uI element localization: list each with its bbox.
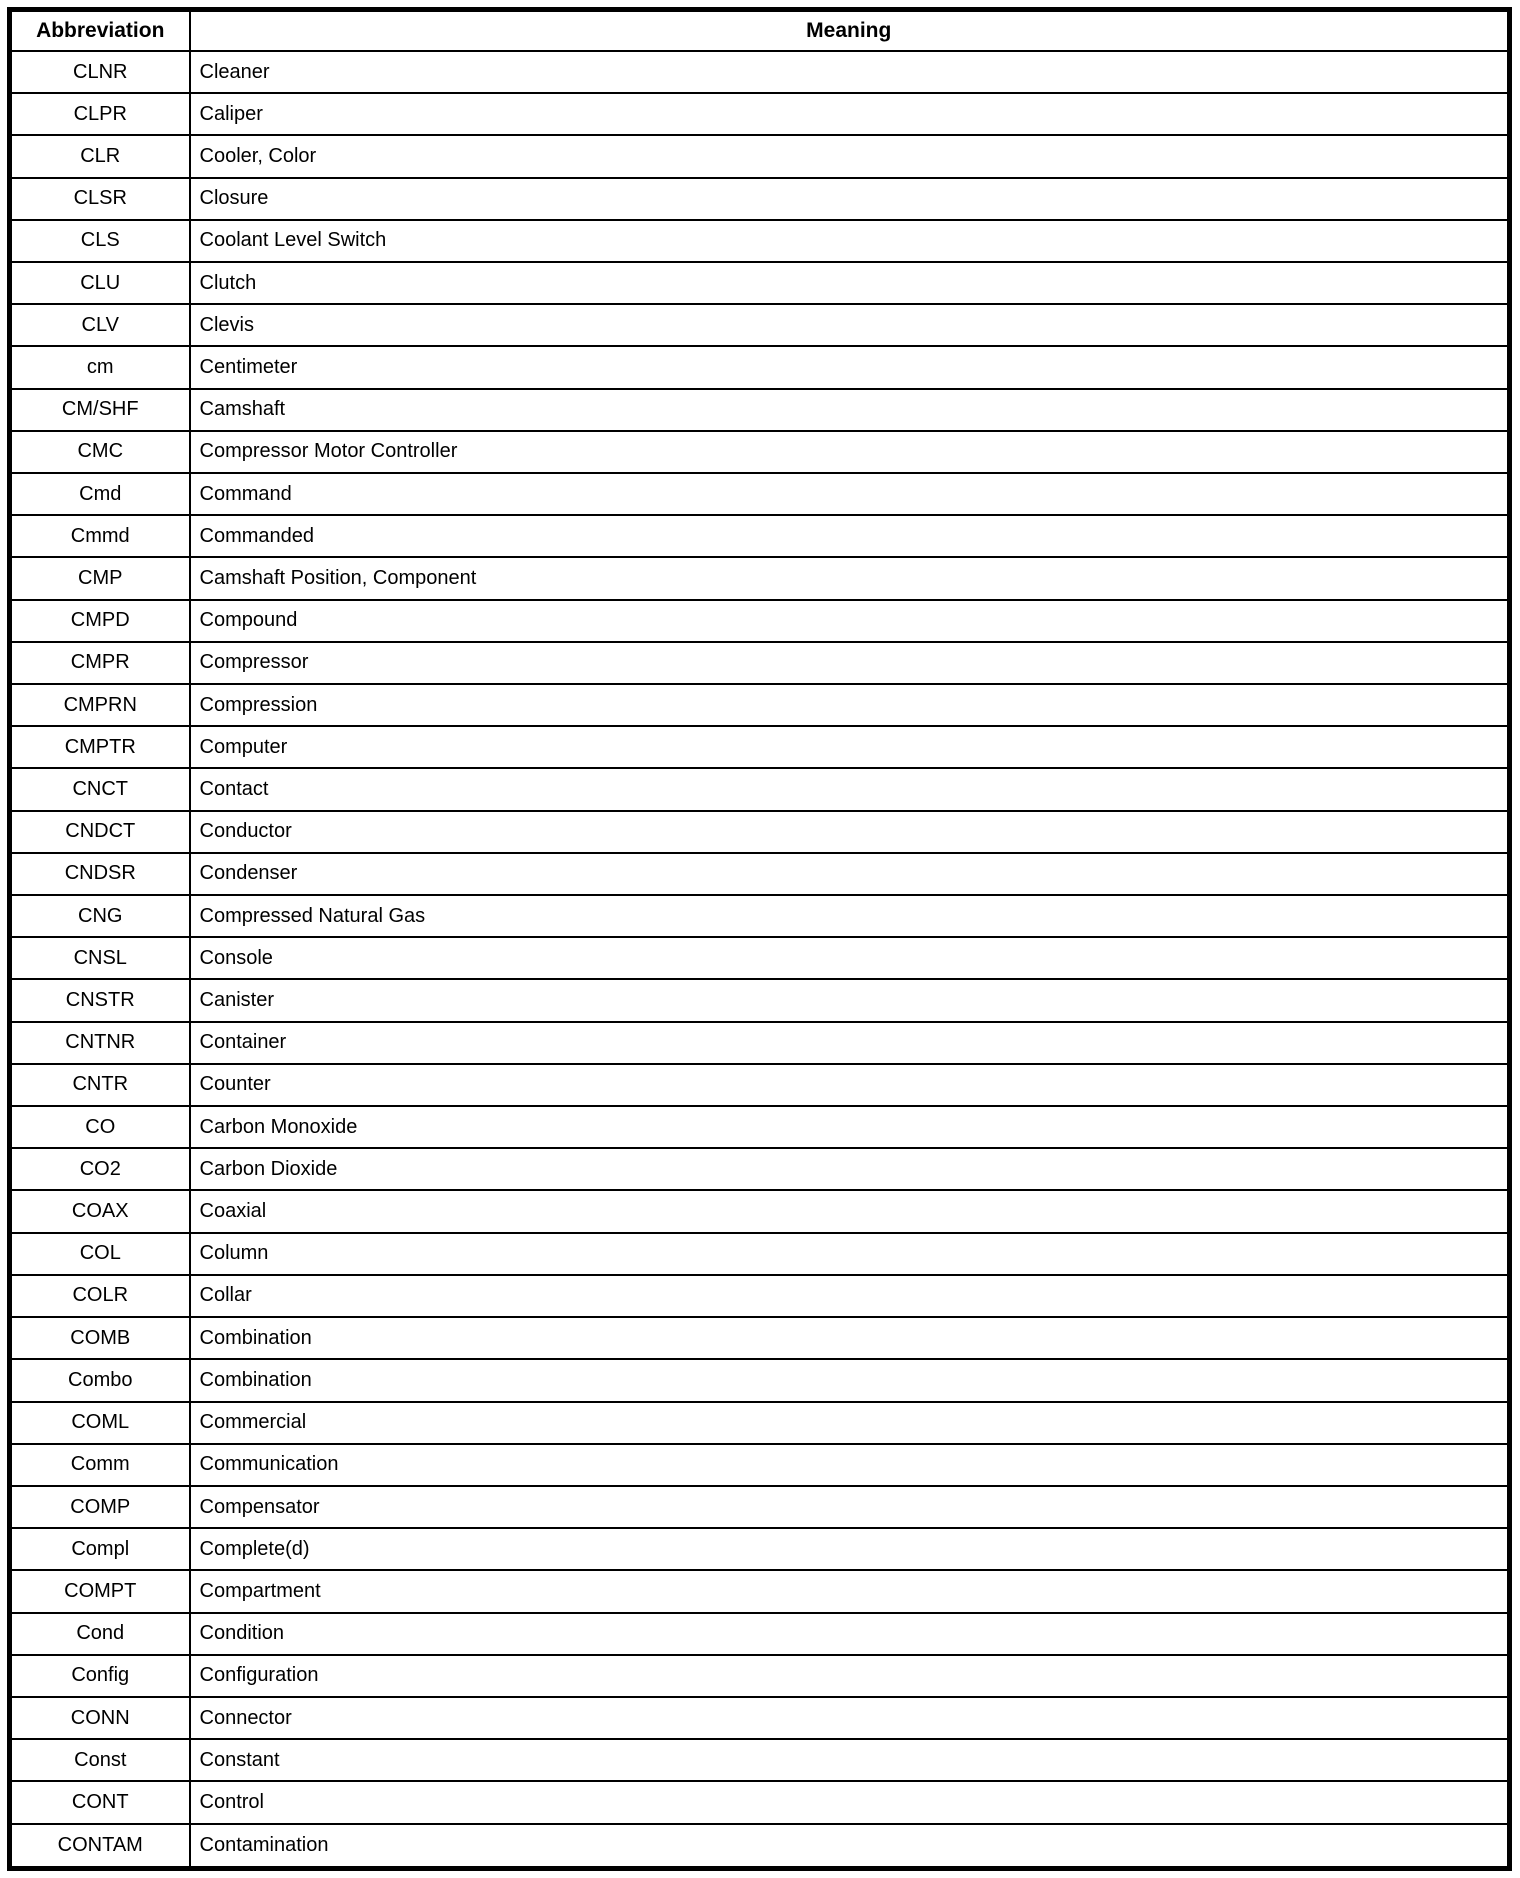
meaning-cell: Collar <box>190 1275 1510 1317</box>
meaning-cell: Computer <box>190 726 1510 768</box>
abbreviation-cell: CMPTR <box>10 726 190 768</box>
meaning-cell: Carbon Monoxide <box>190 1106 1510 1148</box>
meaning-cell: Combination <box>190 1317 1510 1359</box>
abbreviation-cell: CLU <box>10 262 190 304</box>
abbreviation-cell: Config <box>10 1655 190 1697</box>
meaning-cell: Constant <box>190 1739 1510 1781</box>
abbreviation-cell: CNTR <box>10 1064 190 1106</box>
meaning-cell: Compression <box>190 684 1510 726</box>
table-row <box>10 979 1510 1021</box>
abbreviation-cell: COAX <box>10 1190 190 1232</box>
abbreviation-cell: COMB <box>10 1317 190 1359</box>
table-row <box>10 51 1510 93</box>
abbreviation-cell: CM/SHF <box>10 389 190 431</box>
meaning-cell: Column <box>190 1233 1510 1275</box>
meaning-cell: Camshaft Position, Component <box>190 557 1510 599</box>
abbreviation-cell: CNDCT <box>10 811 190 853</box>
abbreviation-cell: CONTAM <box>10 1824 190 1869</box>
abbreviation-cell: Combo <box>10 1359 190 1401</box>
table-row <box>10 1444 1510 1486</box>
meaning-cell: Compressor Motor Controller <box>190 431 1510 473</box>
meaning-cell: Compartment <box>190 1570 1510 1612</box>
table-row <box>10 1697 1510 1739</box>
meaning-cell: Commercial <box>190 1402 1510 1444</box>
abbreviation-table <box>7 7 1512 1871</box>
meaning-cell: Contamination <box>190 1824 1510 1869</box>
meaning-cell: Caliper <box>190 93 1510 135</box>
table-row <box>10 1359 1510 1401</box>
meaning-cell: Carbon Dioxide <box>190 1148 1510 1190</box>
table-row <box>10 642 1510 684</box>
meaning-cell: Compound <box>190 600 1510 642</box>
abbreviation-cell: CLR <box>10 135 190 177</box>
meaning-cell: Configuration <box>190 1655 1510 1697</box>
table-row <box>10 1106 1510 1148</box>
abbreviation-cell: CNSTR <box>10 979 190 1021</box>
meaning-cell: Centimeter <box>190 346 1510 388</box>
meaning-cell: Compensator <box>190 1486 1510 1528</box>
meaning-cell: Counter <box>190 1064 1510 1106</box>
meaning-cell: Closure <box>190 178 1510 220</box>
abbreviation-cell: CNSL <box>10 937 190 979</box>
meaning-cell: Clutch <box>190 262 1510 304</box>
table-row <box>10 1486 1510 1528</box>
abbreviation-cell: CNCT <box>10 768 190 810</box>
table-row <box>10 768 1510 810</box>
meaning-cell: Cleaner <box>190 51 1510 93</box>
abbreviation-cell: CMPD <box>10 600 190 642</box>
table-row <box>10 726 1510 768</box>
meaning-cell: Communication <box>190 1444 1510 1486</box>
meaning-cell: Condenser <box>190 853 1510 895</box>
abbreviation-cell: COLR <box>10 1275 190 1317</box>
table-row <box>10 1824 1510 1869</box>
meaning-cell: Container <box>190 1022 1510 1064</box>
table-row <box>10 853 1510 895</box>
meaning-cell: Control <box>190 1781 1510 1823</box>
table-row <box>10 220 1510 262</box>
meaning-cell: Commanded <box>190 515 1510 557</box>
abbreviation-cell: CLSR <box>10 178 190 220</box>
abbreviation-cell: COML <box>10 1402 190 1444</box>
table-row <box>10 431 1510 473</box>
meaning-cell: Condition <box>190 1613 1510 1655</box>
abbreviation-cell: CO2 <box>10 1148 190 1190</box>
abbreviation-cell: CLS <box>10 220 190 262</box>
table-row <box>10 1655 1510 1697</box>
table-row <box>10 1613 1510 1655</box>
table-row <box>10 1275 1510 1317</box>
abbreviation-cell: cm <box>10 346 190 388</box>
table-row <box>10 1233 1510 1275</box>
meaning-cell: Clevis <box>190 304 1510 346</box>
abbreviation-cell: CMC <box>10 431 190 473</box>
abbreviation-cell: CMPRN <box>10 684 190 726</box>
abbreviation-cell: CMP <box>10 557 190 599</box>
abbreviation-cell: COL <box>10 1233 190 1275</box>
table-body <box>10 51 1510 1869</box>
table-row <box>10 937 1510 979</box>
table-row <box>10 262 1510 304</box>
abbreviation-cell: COMPT <box>10 1570 190 1612</box>
meaning-cell: Compressed Natural Gas <box>190 895 1510 937</box>
header-abbreviation: Abbreviation <box>10 10 190 52</box>
meaning-cell: Combination <box>190 1359 1510 1401</box>
meaning-cell: Coolant Level Switch <box>190 220 1510 262</box>
meaning-cell: Contact <box>190 768 1510 810</box>
table-row <box>10 346 1510 388</box>
table-row <box>10 895 1510 937</box>
abbreviation-cell: Compl <box>10 1528 190 1570</box>
meaning-cell: Connector <box>190 1697 1510 1739</box>
meaning-cell: Console <box>190 937 1510 979</box>
table-row <box>10 1317 1510 1359</box>
abbreviation-cell: COMP <box>10 1486 190 1528</box>
abbreviation-cell: CONT <box>10 1781 190 1823</box>
meaning-cell: Complete(d) <box>190 1528 1510 1570</box>
table-row <box>10 1022 1510 1064</box>
meaning-cell: Canister <box>190 979 1510 1021</box>
table-row <box>10 1402 1510 1444</box>
table-row <box>10 1064 1510 1106</box>
table-row <box>10 1528 1510 1570</box>
table-row <box>10 684 1510 726</box>
abbreviation-cell: Cond <box>10 1613 190 1655</box>
table-row <box>10 1781 1510 1823</box>
table-row <box>10 557 1510 599</box>
abbreviation-cell: CLPR <box>10 93 190 135</box>
table-row <box>10 515 1510 557</box>
abbreviation-cell: Const <box>10 1739 190 1781</box>
abbreviation-cell: CNDSR <box>10 853 190 895</box>
abbreviation-cell: CO <box>10 1106 190 1148</box>
table-row <box>10 600 1510 642</box>
table-row <box>10 473 1510 515</box>
meaning-cell: Cooler, Color <box>190 135 1510 177</box>
table-row <box>10 135 1510 177</box>
table-row <box>10 93 1510 135</box>
abbreviation-cell: Cmd <box>10 473 190 515</box>
table-row <box>10 811 1510 853</box>
table-row <box>10 389 1510 431</box>
abbreviation-cell: CLV <box>10 304 190 346</box>
table-row <box>10 1570 1510 1612</box>
meaning-cell: Compressor <box>190 642 1510 684</box>
table-row <box>10 304 1510 346</box>
meaning-cell: Camshaft <box>190 389 1510 431</box>
meaning-cell: Coaxial <box>190 1190 1510 1232</box>
table-row <box>10 178 1510 220</box>
abbreviation-cell: Cmmd <box>10 515 190 557</box>
table-row <box>10 1148 1510 1190</box>
abbreviation-cell: CMPR <box>10 642 190 684</box>
table-row <box>10 1190 1510 1232</box>
header-row <box>10 10 1510 52</box>
meaning-cell: Conductor <box>190 811 1510 853</box>
meaning-cell: Command <box>190 473 1510 515</box>
abbreviation-cell: CONN <box>10 1697 190 1739</box>
abbreviation-cell: Comm <box>10 1444 190 1486</box>
abbreviation-cell: CNG <box>10 895 190 937</box>
table-row <box>10 1739 1510 1781</box>
abbreviation-cell: CNTNR <box>10 1022 190 1064</box>
header-meaning: Meaning <box>190 10 1510 52</box>
abbreviation-cell: CLNR <box>10 51 190 93</box>
